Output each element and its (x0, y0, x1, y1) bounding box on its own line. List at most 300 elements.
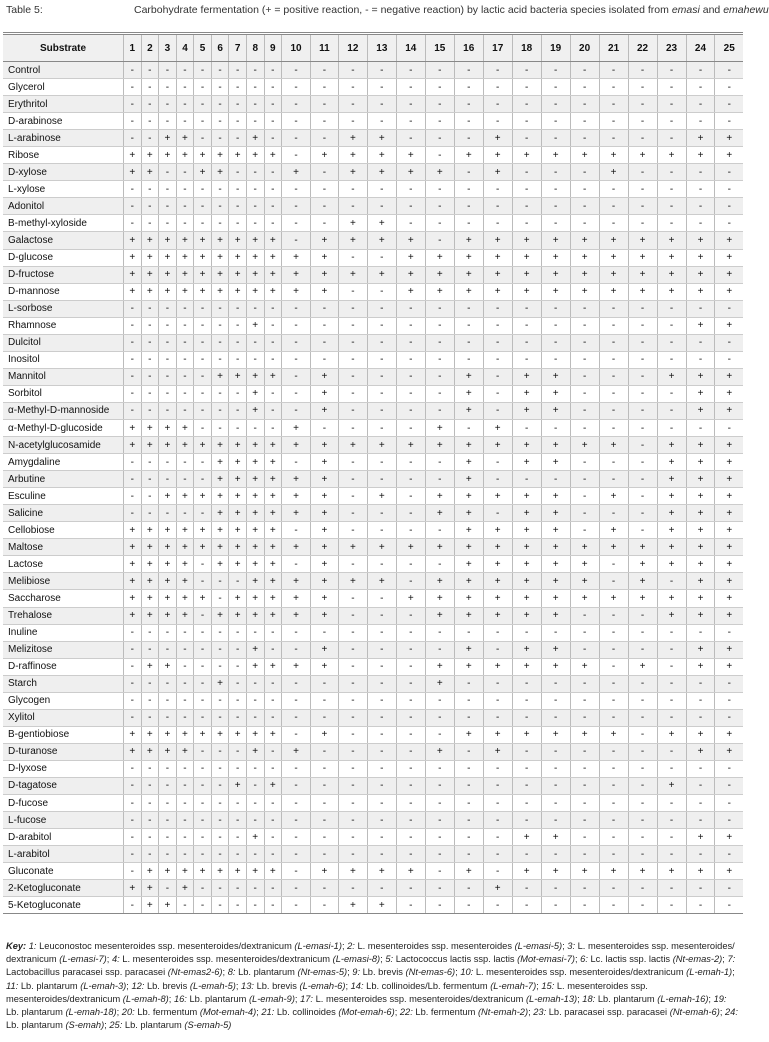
positive-reaction-cell: + (425, 743, 454, 760)
negative-reaction-cell: - (159, 198, 177, 215)
negative-reaction-cell: - (124, 62, 142, 79)
positive-reaction-cell: + (159, 863, 177, 880)
positive-reaction-cell: + (311, 573, 339, 590)
header-column-14: 14 (396, 34, 425, 62)
positive-reaction-cell: + (454, 863, 483, 880)
table-row (3, 181, 743, 198)
table-row (3, 590, 743, 607)
negative-reaction-cell: - (282, 897, 311, 914)
negative-reaction-cell: - (686, 351, 715, 368)
positive-reaction-cell: + (211, 437, 229, 454)
negative-reaction-cell: - (338, 675, 367, 692)
key-species: Lactobacillus paracasei ssp. paracasei (6, 967, 166, 978)
positive-reaction-cell: + (159, 488, 177, 505)
negative-reaction-cell: - (396, 624, 425, 641)
key-number: 23: (533, 1007, 547, 1018)
positive-reaction-cell: + (715, 249, 743, 266)
negative-reaction-cell: - (124, 675, 142, 692)
negative-reaction-cell: - (715, 79, 743, 96)
negative-reaction-cell: - (194, 692, 212, 709)
negative-reaction-cell: - (657, 743, 686, 760)
negative-reaction-cell: - (194, 300, 212, 317)
positive-reaction-cell: + (194, 522, 212, 539)
negative-reaction-cell: - (570, 368, 599, 385)
negative-reaction-cell: - (715, 777, 743, 794)
negative-reaction-cell: - (715, 164, 743, 181)
negative-reaction-cell: - (628, 846, 657, 863)
negative-reaction-cell: - (338, 726, 367, 743)
key-strain: (L-emah-8) (122, 993, 169, 1004)
negative-reaction-cell: - (311, 198, 339, 215)
negative-reaction-cell: - (211, 402, 229, 419)
negative-reaction-cell: - (599, 419, 628, 436)
table-row (3, 488, 743, 505)
positive-reaction-cell: + (159, 726, 177, 743)
header-column-25: 25 (715, 34, 743, 62)
positive-reaction-cell: + (264, 573, 282, 590)
positive-reaction-cell: + (425, 607, 454, 624)
negative-reaction-cell: - (229, 164, 247, 181)
negative-reaction-cell: - (628, 300, 657, 317)
negative-reaction-cell: - (599, 198, 628, 215)
negative-reaction-cell: - (396, 675, 425, 692)
positive-reaction-cell: + (686, 863, 715, 880)
positive-reaction-cell: + (483, 419, 512, 436)
key-number: 20: (121, 1007, 135, 1018)
positive-reaction-cell: + (176, 590, 194, 607)
negative-reaction-cell: - (686, 164, 715, 181)
table-row (3, 743, 743, 760)
substrate-name: Cellobiose (3, 522, 124, 539)
negative-reaction-cell: - (124, 113, 142, 130)
negative-reaction-cell: - (628, 130, 657, 147)
header-column-8: 8 (246, 34, 264, 62)
negative-reaction-cell: - (425, 726, 454, 743)
negative-reaction-cell: - (686, 846, 715, 863)
negative-reaction-cell: - (570, 624, 599, 641)
negative-reaction-cell: - (628, 164, 657, 181)
negative-reaction-cell: - (483, 863, 512, 880)
positive-reaction-cell: + (338, 232, 367, 249)
negative-reaction-cell: - (194, 351, 212, 368)
negative-reaction-cell: - (367, 402, 396, 419)
negative-reaction-cell: - (229, 215, 247, 232)
negative-reaction-cell: - (176, 317, 194, 334)
table-row (3, 692, 743, 709)
negative-reaction-cell: - (367, 880, 396, 897)
negative-reaction-cell: - (628, 812, 657, 829)
substrate-name: N-acetylglucosamide (3, 437, 124, 454)
negative-reaction-cell: - (264, 164, 282, 181)
negative-reaction-cell: - (176, 62, 194, 79)
positive-reaction-cell: + (454, 505, 483, 522)
negative-reaction-cell: - (599, 829, 628, 846)
negative-reaction-cell: - (246, 675, 264, 692)
negative-reaction-cell: - (194, 556, 212, 573)
key-strain: (Nt-emah-6) (669, 1007, 720, 1018)
negative-reaction-cell: - (367, 760, 396, 777)
positive-reaction-cell: + (425, 164, 454, 181)
positive-reaction-cell: + (657, 488, 686, 505)
negative-reaction-cell: - (367, 454, 396, 471)
table-row (3, 522, 743, 539)
positive-reaction-cell: + (141, 607, 159, 624)
positive-reaction-cell: + (211, 539, 229, 556)
positive-reaction-cell: + (246, 437, 264, 454)
negative-reaction-cell: - (141, 368, 159, 385)
positive-reaction-cell: + (686, 283, 715, 300)
positive-reaction-cell: + (211, 471, 229, 488)
negative-reaction-cell: - (570, 96, 599, 113)
key-species: L. mesenteroides ssp. mesenteroides (357, 941, 512, 951)
positive-reaction-cell: + (483, 283, 512, 300)
key-number: 17: (300, 993, 314, 1004)
key-number: 11: (6, 980, 19, 991)
negative-reaction-cell: - (541, 334, 570, 351)
positive-reaction-cell: + (124, 607, 142, 624)
table-row (3, 113, 743, 130)
negative-reaction-cell: - (396, 181, 425, 198)
negative-reaction-cell: - (176, 385, 194, 402)
negative-reaction-cell: - (159, 846, 177, 863)
negative-reaction-cell: - (454, 880, 483, 897)
negative-reaction-cell: - (425, 130, 454, 147)
negative-reaction-cell: - (686, 709, 715, 726)
negative-reaction-cell: - (396, 113, 425, 130)
negative-reaction-cell: - (246, 198, 264, 215)
negative-reaction-cell: - (599, 334, 628, 351)
positive-reaction-cell: + (367, 164, 396, 181)
negative-reaction-cell: - (512, 471, 541, 488)
negative-reaction-cell: - (425, 62, 454, 79)
negative-reaction-cell: - (396, 198, 425, 215)
negative-reaction-cell: - (570, 675, 599, 692)
positive-reaction-cell: + (282, 283, 311, 300)
negative-reaction-cell: - (367, 829, 396, 846)
negative-reaction-cell: - (483, 113, 512, 130)
negative-reaction-cell: - (159, 79, 177, 96)
table-row (3, 147, 743, 164)
header-column-12: 12 (338, 34, 367, 62)
table-row (3, 658, 743, 675)
positive-reaction-cell: + (454, 454, 483, 471)
key-species: Lb. plantarum (20, 980, 78, 991)
table-row (3, 368, 743, 385)
negative-reaction-cell: - (396, 897, 425, 914)
negative-reaction-cell: - (570, 641, 599, 658)
positive-reaction-cell: + (311, 385, 339, 402)
positive-reaction-cell: + (396, 232, 425, 249)
negative-reaction-cell: - (124, 454, 142, 471)
negative-reaction-cell: - (628, 385, 657, 402)
positive-reaction-cell: + (657, 607, 686, 624)
negative-reaction-cell: - (264, 624, 282, 641)
positive-reaction-cell: + (715, 863, 743, 880)
positive-reaction-cell: + (194, 283, 212, 300)
header-column-17: 17 (483, 34, 512, 62)
negative-reaction-cell: - (367, 113, 396, 130)
negative-reaction-cell: - (264, 79, 282, 96)
negative-reaction-cell: - (176, 709, 194, 726)
positive-reaction-cell: + (211, 147, 229, 164)
negative-reaction-cell: - (338, 590, 367, 607)
negative-reaction-cell: - (211, 181, 229, 198)
negative-reaction-cell: - (229, 692, 247, 709)
key-label: Key: (6, 941, 27, 951)
negative-reaction-cell: - (570, 164, 599, 181)
positive-reaction-cell: + (141, 590, 159, 607)
negative-reaction-cell: - (338, 777, 367, 794)
positive-reaction-cell: + (264, 726, 282, 743)
negative-reaction-cell: - (628, 726, 657, 743)
positive-reaction-cell: + (454, 232, 483, 249)
positive-reaction-cell: + (311, 232, 339, 249)
negative-reaction-cell: - (686, 777, 715, 794)
positive-reaction-cell: + (282, 539, 311, 556)
positive-reaction-cell: + (124, 880, 142, 897)
negative-reaction-cell: - (512, 164, 541, 181)
negative-reaction-cell: - (541, 880, 570, 897)
key-number: 9: (352, 967, 361, 978)
positive-reaction-cell: + (512, 454, 541, 471)
positive-reaction-cell: + (176, 522, 194, 539)
negative-reaction-cell: - (229, 198, 247, 215)
key-strain: (L-emah-6) (299, 980, 346, 991)
negative-reaction-cell: - (229, 846, 247, 863)
negative-reaction-cell: - (657, 198, 686, 215)
negative-reaction-cell: - (628, 675, 657, 692)
negative-reaction-cell: - (229, 709, 247, 726)
negative-reaction-cell: - (124, 709, 142, 726)
negative-reaction-cell: - (512, 846, 541, 863)
negative-reaction-cell: - (141, 198, 159, 215)
negative-reaction-cell: - (541, 113, 570, 130)
positive-reaction-cell: + (715, 726, 743, 743)
positive-reaction-cell: + (570, 658, 599, 675)
negative-reaction-cell: - (599, 658, 628, 675)
negative-reaction-cell: - (264, 385, 282, 402)
negative-reaction-cell: - (570, 692, 599, 709)
negative-reaction-cell: - (570, 300, 599, 317)
negative-reaction-cell: - (211, 795, 229, 812)
positive-reaction-cell: + (211, 675, 229, 692)
negative-reaction-cell: - (570, 607, 599, 624)
negative-reaction-cell: - (512, 760, 541, 777)
positive-reaction-cell: + (246, 573, 264, 590)
table-row (3, 505, 743, 522)
positive-reaction-cell: + (715, 488, 743, 505)
negative-reaction-cell: - (396, 607, 425, 624)
negative-reaction-cell: - (570, 334, 599, 351)
negative-reaction-cell: - (229, 79, 247, 96)
table-row (3, 232, 743, 249)
positive-reaction-cell: + (628, 556, 657, 573)
positive-reaction-cell: + (338, 437, 367, 454)
negative-reaction-cell: - (176, 113, 194, 130)
positive-reaction-cell: + (311, 590, 339, 607)
positive-reaction-cell: + (246, 743, 264, 760)
positive-reaction-cell: + (628, 249, 657, 266)
negative-reaction-cell: - (176, 351, 194, 368)
negative-reaction-cell: - (483, 62, 512, 79)
table-row (3, 317, 743, 334)
positive-reaction-cell: + (454, 249, 483, 266)
positive-reaction-cell: + (282, 573, 311, 590)
positive-reaction-cell: + (311, 266, 339, 283)
negative-reaction-cell: - (396, 215, 425, 232)
positive-reaction-cell: + (483, 590, 512, 607)
negative-reaction-cell: - (570, 181, 599, 198)
negative-reaction-cell: - (686, 62, 715, 79)
negative-reaction-cell: - (425, 829, 454, 846)
negative-reaction-cell: - (599, 402, 628, 419)
negative-reaction-cell: - (338, 113, 367, 130)
positive-reaction-cell: + (512, 147, 541, 164)
key-number: 10: (460, 967, 474, 978)
positive-reaction-cell: + (264, 471, 282, 488)
negative-reaction-cell: - (512, 419, 541, 436)
table-row (3, 812, 743, 829)
negative-reaction-cell: - (570, 488, 599, 505)
negative-reaction-cell: - (246, 795, 264, 812)
negative-reaction-cell: - (141, 795, 159, 812)
table-row (3, 726, 743, 743)
negative-reaction-cell: - (367, 675, 396, 692)
positive-reaction-cell: + (686, 573, 715, 590)
key-strain: (Mot-emah-4) (199, 1007, 257, 1018)
positive-reaction-cell: + (311, 283, 339, 300)
positive-reaction-cell: + (211, 726, 229, 743)
negative-reaction-cell: - (715, 181, 743, 198)
negative-reaction-cell: - (541, 624, 570, 641)
negative-reaction-cell: - (159, 402, 177, 419)
negative-reaction-cell: - (686, 215, 715, 232)
negative-reaction-cell: - (311, 334, 339, 351)
negative-reaction-cell: - (246, 62, 264, 79)
positive-reaction-cell: + (194, 863, 212, 880)
positive-reaction-cell: + (124, 539, 142, 556)
positive-reaction-cell: + (686, 402, 715, 419)
positive-reaction-cell: + (715, 454, 743, 471)
positive-reaction-cell: + (686, 368, 715, 385)
negative-reaction-cell: - (657, 334, 686, 351)
negative-reaction-cell: - (396, 96, 425, 113)
positive-reaction-cell: + (124, 249, 142, 266)
negative-reaction-cell: - (141, 829, 159, 846)
positive-reaction-cell: + (229, 488, 247, 505)
positive-reaction-cell: + (338, 539, 367, 556)
positive-reaction-cell: + (159, 283, 177, 300)
negative-reaction-cell: - (159, 675, 177, 692)
negative-reaction-cell: - (367, 556, 396, 573)
negative-reaction-cell: - (425, 897, 454, 914)
positive-reaction-cell: + (246, 590, 264, 607)
positive-reaction-cell: + (311, 249, 339, 266)
table-row (3, 164, 743, 181)
positive-reaction-cell: + (367, 147, 396, 164)
negative-reaction-cell: - (211, 692, 229, 709)
positive-reaction-cell: + (282, 249, 311, 266)
negative-reaction-cell: - (338, 471, 367, 488)
negative-reaction-cell: - (599, 215, 628, 232)
positive-reaction-cell: + (657, 556, 686, 573)
key-strain: (L-emah-13) (525, 993, 578, 1004)
positive-reaction-cell: + (338, 573, 367, 590)
positive-reaction-cell: + (715, 539, 743, 556)
negative-reaction-cell: - (124, 351, 142, 368)
negative-reaction-cell: - (338, 385, 367, 402)
negative-reaction-cell: - (599, 181, 628, 198)
table-row (3, 130, 743, 147)
positive-reaction-cell: + (194, 266, 212, 283)
positive-reaction-cell: + (570, 266, 599, 283)
positive-reaction-cell: + (599, 726, 628, 743)
positive-reaction-cell: + (541, 385, 570, 402)
table-row (3, 249, 743, 266)
negative-reaction-cell: - (159, 624, 177, 641)
negative-reaction-cell: - (246, 113, 264, 130)
negative-reaction-cell: - (425, 777, 454, 794)
positive-reaction-cell: + (541, 402, 570, 419)
negative-reaction-cell: - (599, 96, 628, 113)
negative-reaction-cell: - (454, 334, 483, 351)
negative-reaction-cell: - (338, 249, 367, 266)
negative-reaction-cell: - (512, 692, 541, 709)
key-strain: (S-emah-5) (184, 1020, 232, 1031)
negative-reaction-cell: - (570, 402, 599, 419)
positive-reaction-cell: + (541, 368, 570, 385)
negative-reaction-cell: - (570, 215, 599, 232)
substrate-name: Mannitol (3, 368, 124, 385)
negative-reaction-cell: - (483, 846, 512, 863)
negative-reaction-cell: - (264, 880, 282, 897)
negative-reaction-cell: - (454, 130, 483, 147)
negative-reaction-cell: - (282, 880, 311, 897)
positive-reaction-cell: + (483, 880, 512, 897)
positive-reaction-cell: + (367, 232, 396, 249)
negative-reaction-cell: - (124, 777, 142, 794)
negative-reaction-cell: - (425, 812, 454, 829)
key-number: 14: (350, 980, 364, 991)
negative-reaction-cell: - (599, 385, 628, 402)
positive-reaction-cell: + (141, 539, 159, 556)
key-species: Lb. brevis (146, 980, 188, 991)
negative-reaction-cell: - (483, 777, 512, 794)
negative-reaction-cell: - (176, 846, 194, 863)
positive-reaction-cell: + (715, 829, 743, 846)
positive-reaction-cell: + (396, 266, 425, 283)
negative-reaction-cell: - (483, 812, 512, 829)
negative-reaction-cell: - (282, 641, 311, 658)
negative-reaction-cell: - (124, 795, 142, 812)
positive-reaction-cell: + (512, 522, 541, 539)
positive-reaction-cell: + (338, 215, 367, 232)
positive-reaction-cell: + (657, 777, 686, 794)
key-number: 6: (580, 954, 588, 965)
positive-reaction-cell: + (211, 232, 229, 249)
negative-reaction-cell: - (338, 62, 367, 79)
positive-reaction-cell: + (124, 743, 142, 760)
positive-reaction-cell: + (367, 130, 396, 147)
negative-reaction-cell: - (367, 471, 396, 488)
positive-reaction-cell: + (657, 471, 686, 488)
negative-reaction-cell: - (483, 181, 512, 198)
positive-reaction-cell: + (454, 658, 483, 675)
substrate-name: L-xylose (3, 181, 124, 198)
negative-reaction-cell: - (338, 556, 367, 573)
positive-reaction-cell: + (141, 880, 159, 897)
positive-reaction-cell: + (396, 539, 425, 556)
